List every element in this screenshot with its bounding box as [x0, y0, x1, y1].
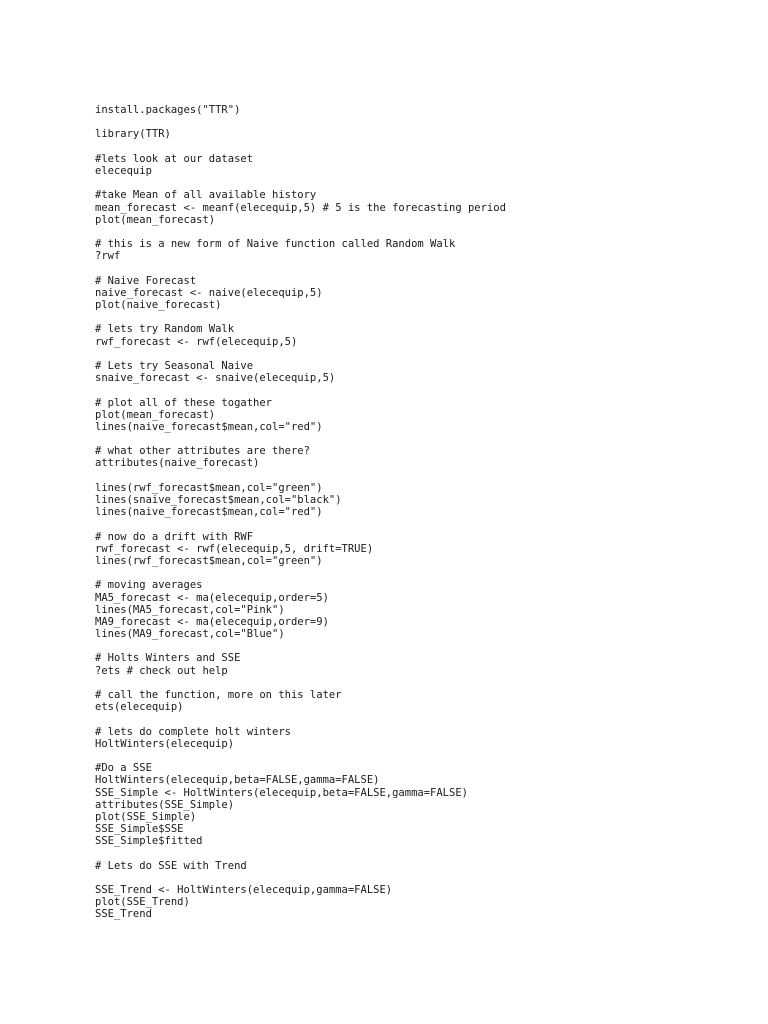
code-line: # what other attributes are there? — [95, 445, 310, 458]
blank-line — [95, 433, 745, 445]
blank-line — [95, 470, 745, 482]
code-line: elecequip — [95, 164, 152, 177]
code-line: ?ets # check out help — [95, 664, 228, 677]
code-line: lines(rwf_forecast$mean,col="green") — [95, 481, 323, 494]
code-line: plot(SSE_Trend) — [95, 896, 190, 909]
blank-line — [95, 713, 745, 725]
code-line: lines(rwf_forecast$mean,col="green") — [95, 554, 323, 567]
code-line: SSE_Simple <- HoltWinters(elecequip,beta=FALSE,gamma=FALSE) — [95, 786, 468, 799]
code-line: mean_forecast <- meanf(elecequip,5) # 5 is the forecasting period — [95, 201, 506, 214]
code-line: lines(snaive_forecast$mean,col="black") — [95, 494, 342, 506]
blank-line — [95, 177, 745, 189]
code-line: # moving averages — [95, 579, 203, 592]
code-line: SSE_Simple$fitted — [95, 835, 203, 848]
code-line: attributes(SSE_Simple) — [95, 798, 235, 811]
code-line: # this is a new form of Naive function called Random Walk — [95, 238, 456, 251]
code-line: lines(MA9_forecast,col="Blue") — [95, 628, 285, 641]
code-line: plot(mean_forecast) — [95, 408, 216, 421]
blank-line — [95, 750, 745, 762]
code-line: rwf_forecast <- rwf(elecequip,5, drift=TRUE) — [95, 542, 374, 555]
blank-line — [95, 384, 745, 396]
code-line: SSE_Trend <- HoltWinters(elecequip,gamma=FALSE) — [95, 884, 393, 896]
code-line: ets(elecequip) — [95, 701, 184, 714]
code-line: #lets look at our dataset — [95, 152, 254, 165]
code-line: # Naive Forecast — [95, 274, 197, 287]
code-line: # call the function, more on this later — [95, 689, 342, 701]
code-line: install.packages("TTR") — [95, 104, 241, 116]
code-line: # plot all of these togather — [95, 396, 273, 409]
blank-line — [95, 640, 745, 652]
blank-line — [95, 311, 745, 323]
blank-line — [95, 677, 745, 689]
code-line: plot(SSE_Simple) — [95, 810, 197, 823]
code-line: library(TTR) — [95, 128, 171, 141]
blank-line — [95, 518, 745, 530]
code-line: plot(naive_forecast) — [95, 299, 222, 311]
code-line: rwf_forecast <- rwf(elecequip,5) — [95, 335, 298, 348]
blank-line — [95, 847, 745, 859]
code-line: attributes(naive_forecast) — [95, 457, 260, 470]
code-line: MA9_forecast <- ma(elecequip,order=9) — [95, 615, 329, 628]
code-line: # Lets do SSE with Trend — [95, 859, 247, 872]
blank-line — [95, 567, 745, 579]
code-line: SSE_Trend — [95, 908, 152, 921]
blank-line — [95, 872, 745, 884]
code-line: # now do a drift with RWF — [95, 530, 254, 543]
code-line: naive_forecast <- naive(elecequip,5) — [95, 286, 323, 299]
code-line: HoltWinters(elecequip) — [95, 737, 235, 750]
code-line: lines(naive_forecast$mean,col="red") — [95, 506, 323, 519]
code-line: # lets try Random Walk — [95, 323, 235, 336]
code-document — [95, 104, 745, 921]
code-line: plot(mean_forecast) — [95, 213, 216, 226]
blank-line — [95, 141, 745, 153]
blank-line — [95, 348, 745, 360]
code-line: HoltWinters(elecequip,beta=FALSE,gamma=FALSE) — [95, 774, 380, 787]
blank-line — [95, 116, 745, 128]
blank-line — [95, 226, 745, 238]
code-line: SSE_Simple$SSE — [95, 823, 184, 836]
code-line: lines(MA5_forecast,col="Pink") — [95, 603, 285, 616]
code-line: # lets do complete holt winters — [95, 725, 291, 738]
code-line: # Lets try Seasonal Naive — [95, 359, 254, 372]
code-line: snaive_forecast <- snaive(elecequip,5) — [95, 372, 336, 385]
code-line: lines(naive_forecast$mean,col="red") — [95, 420, 323, 433]
code-line: ?rwf — [95, 250, 121, 263]
code-line: # Holts Winters and SSE — [95, 652, 241, 665]
code-line: #take Mean of all available history — [95, 189, 317, 202]
code-line: #Do a SSE — [95, 762, 152, 775]
blank-line — [95, 262, 745, 274]
code-line: MA5_forecast <- ma(elecequip,order=5) — [95, 591, 329, 604]
